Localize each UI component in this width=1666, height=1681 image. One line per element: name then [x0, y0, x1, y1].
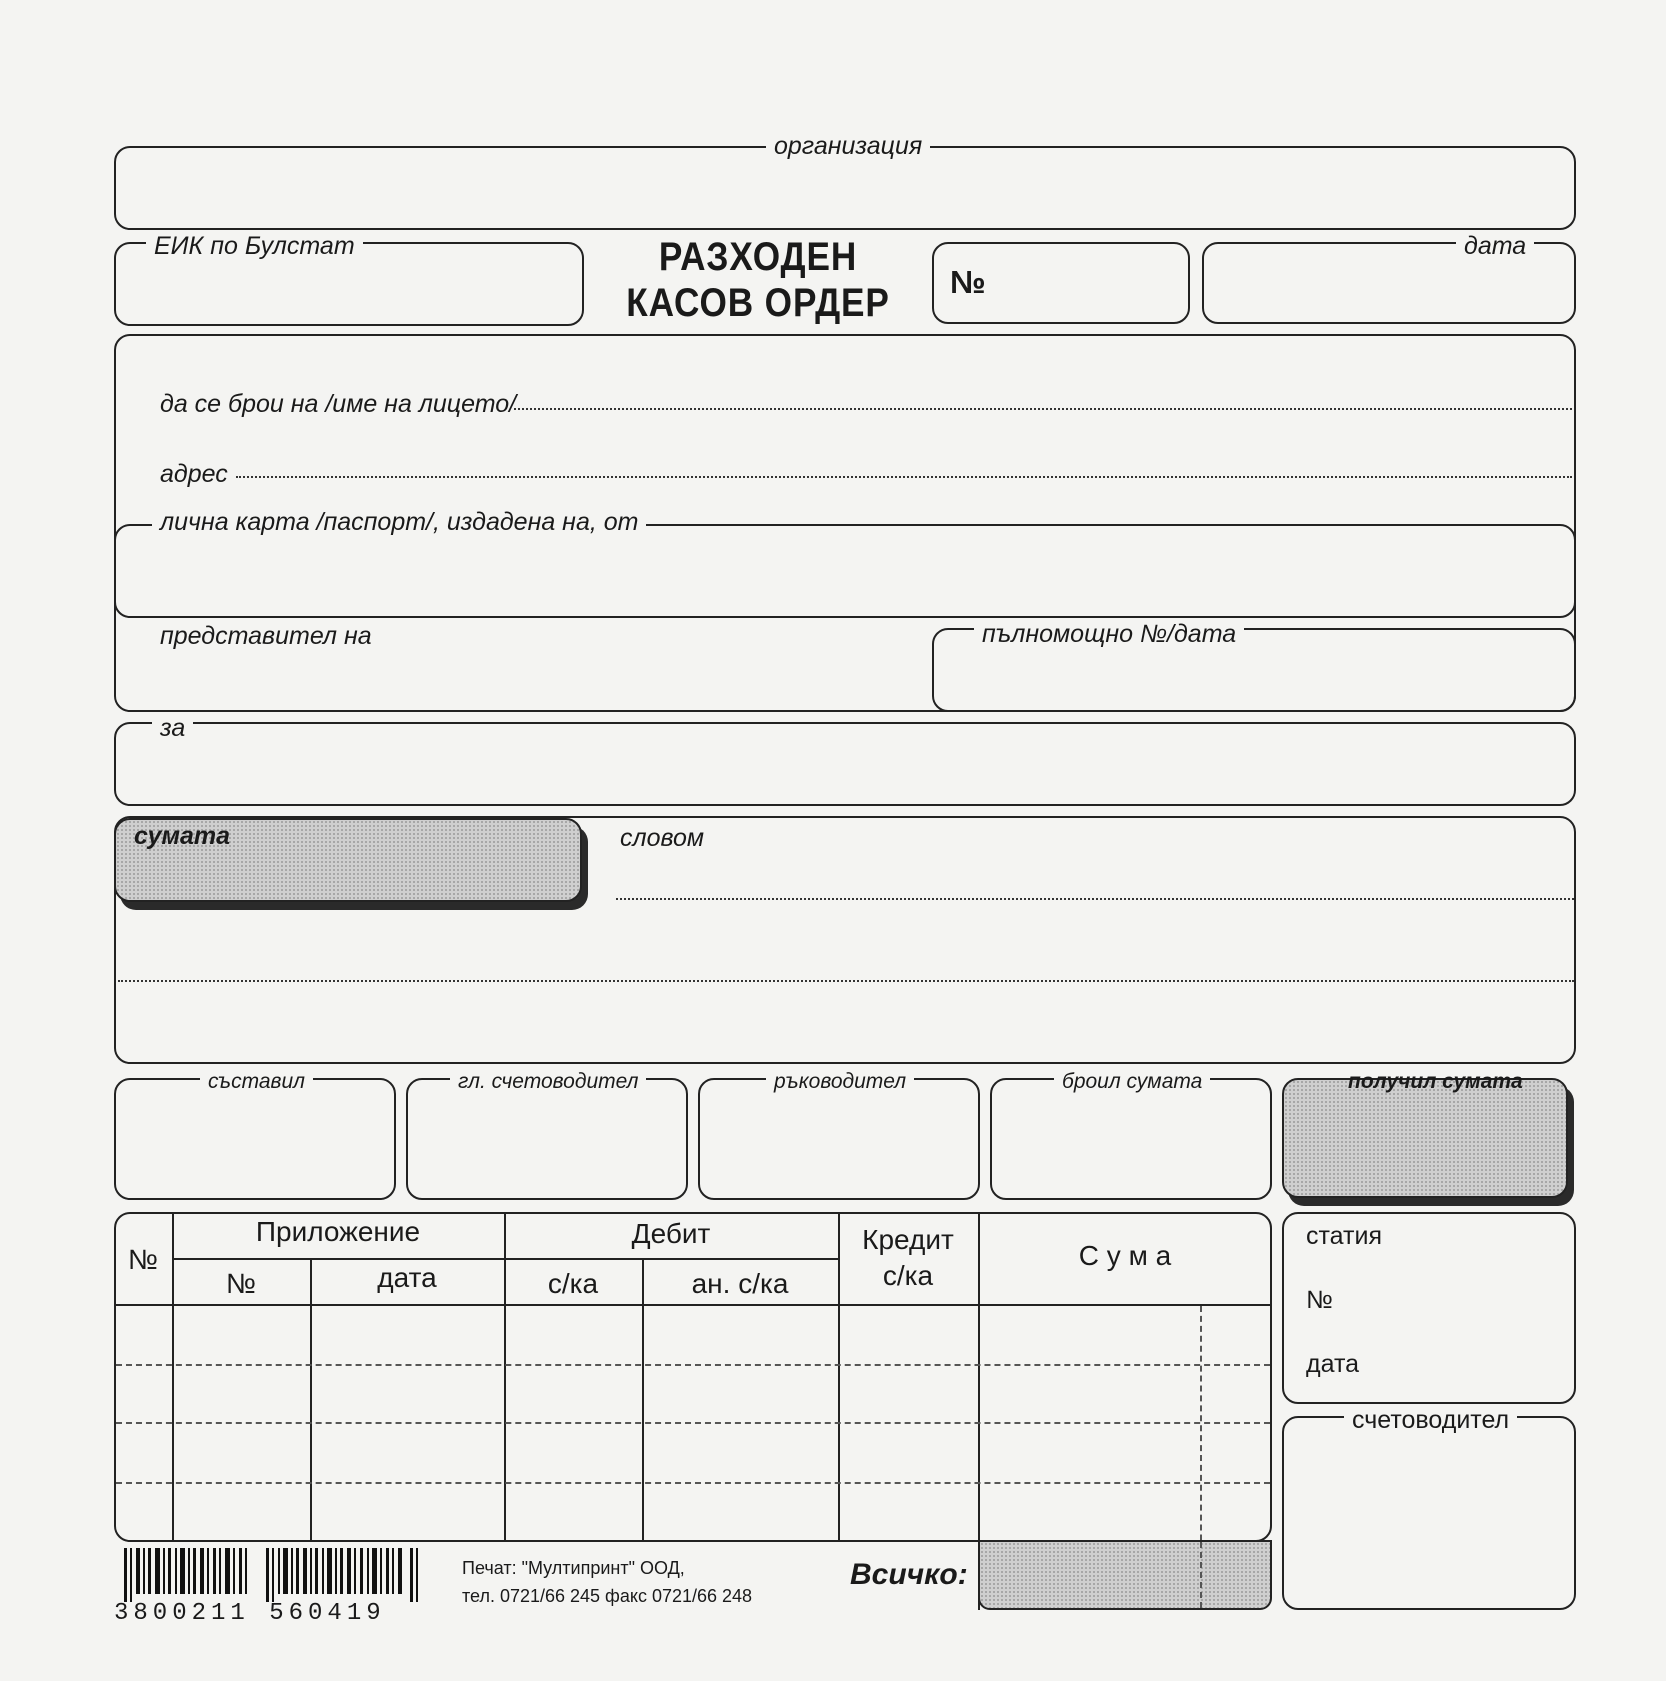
debit-analytic-header: ан. с/ка — [691, 1268, 789, 1299]
in-words-label: словом — [620, 824, 705, 852]
printer-line-2: тел. 0721/66 245 факс 0721/66 248 — [462, 1586, 753, 1606]
purpose-box[interactable] — [114, 722, 1576, 806]
title-line-2: КАСОВ ОРДЕР — [626, 281, 890, 325]
amount-label: сумата — [134, 822, 231, 850]
order-number-label: № — [950, 264, 986, 300]
signature-chief-accountant-box[interactable] — [406, 1078, 688, 1200]
printer-line-1: Печат: "Мултипринт" ООД, — [462, 1558, 685, 1578]
table-header-divider — [114, 1304, 1272, 1306]
table-row[interactable] — [116, 1482, 1270, 1484]
credit-header-line-1: Кредит — [862, 1224, 954, 1255]
col-divider-4 — [642, 1258, 644, 1542]
total-label: Всичко: — [850, 1558, 968, 1591]
barcode-digits: 3800211 560419 — [114, 1600, 386, 1627]
address-line[interactable] — [236, 476, 1572, 478]
attachment-header: Приложение — [255, 1216, 421, 1247]
article-number-label: № — [1306, 1286, 1333, 1314]
signature-counted-label: броил сумата — [1054, 1068, 1210, 1096]
total-cents-divider — [1200, 1542, 1202, 1608]
date-label: дата — [1456, 232, 1534, 260]
id-card-box[interactable] — [114, 524, 1576, 618]
col-divider-3 — [504, 1212, 506, 1542]
table-row[interactable] — [116, 1422, 1270, 1424]
signature-manager-box[interactable] — [698, 1078, 980, 1200]
credit-header-line-2: с/ка — [882, 1260, 934, 1291]
in-words-line-2[interactable] — [118, 980, 1574, 982]
signature-counted-box[interactable] — [990, 1078, 1272, 1200]
attachment-no-header: № — [225, 1268, 257, 1299]
title-line-1: РАЗХОДЕН — [658, 235, 858, 279]
printer-info — [462, 1554, 752, 1610]
accountant-box[interactable] — [1282, 1416, 1576, 1610]
eik-label: ЕИК по Булстат — [146, 232, 363, 260]
table-row[interactable] — [116, 1364, 1270, 1366]
signature-received-label: получил сумата — [1348, 1070, 1523, 1093]
barcode-image — [124, 1548, 422, 1602]
signature-manager-label: ръководител — [766, 1068, 914, 1096]
in-words-line-1[interactable] — [616, 898, 1574, 900]
organization-label: организация — [766, 132, 930, 160]
total-amount-box[interactable] — [978, 1540, 1272, 1610]
col-no-header: № — [127, 1244, 159, 1275]
form-title — [617, 234, 899, 326]
col-divider-1 — [172, 1212, 174, 1542]
signature-composed-label: съставил — [200, 1068, 313, 1096]
pay-to-line[interactable] — [514, 408, 1572, 410]
signature-chief-accountant-label: гл. счетоводител — [450, 1068, 646, 1096]
id-card-label: лична карта /паспорт/, издадена на, от — [152, 508, 646, 536]
attachment-subdivider — [172, 1258, 504, 1260]
pay-to-label: да се брои на /име на лицето/ — [160, 390, 517, 418]
signature-received-box[interactable] — [1282, 1078, 1568, 1198]
purpose-label: за — [152, 714, 193, 742]
debit-subdivider — [504, 1258, 838, 1260]
accountant-label: счетоводител — [1344, 1406, 1517, 1434]
debit-header: Дебит — [631, 1218, 711, 1249]
article-date-label: дата — [1306, 1350, 1360, 1378]
signature-composed-box[interactable] — [114, 1078, 396, 1200]
attachment-date-header: дата — [377, 1262, 437, 1293]
representative-label: представител на — [160, 622, 372, 650]
power-of-attorney-label: пълномощно №/дата — [974, 620, 1244, 648]
article-label: статия — [1306, 1222, 1382, 1250]
sum-header: С у м а — [1078, 1240, 1172, 1271]
col-divider-2 — [310, 1258, 312, 1542]
address-label: адрес — [160, 460, 228, 488]
debit-account-header: с/ка — [547, 1268, 599, 1299]
